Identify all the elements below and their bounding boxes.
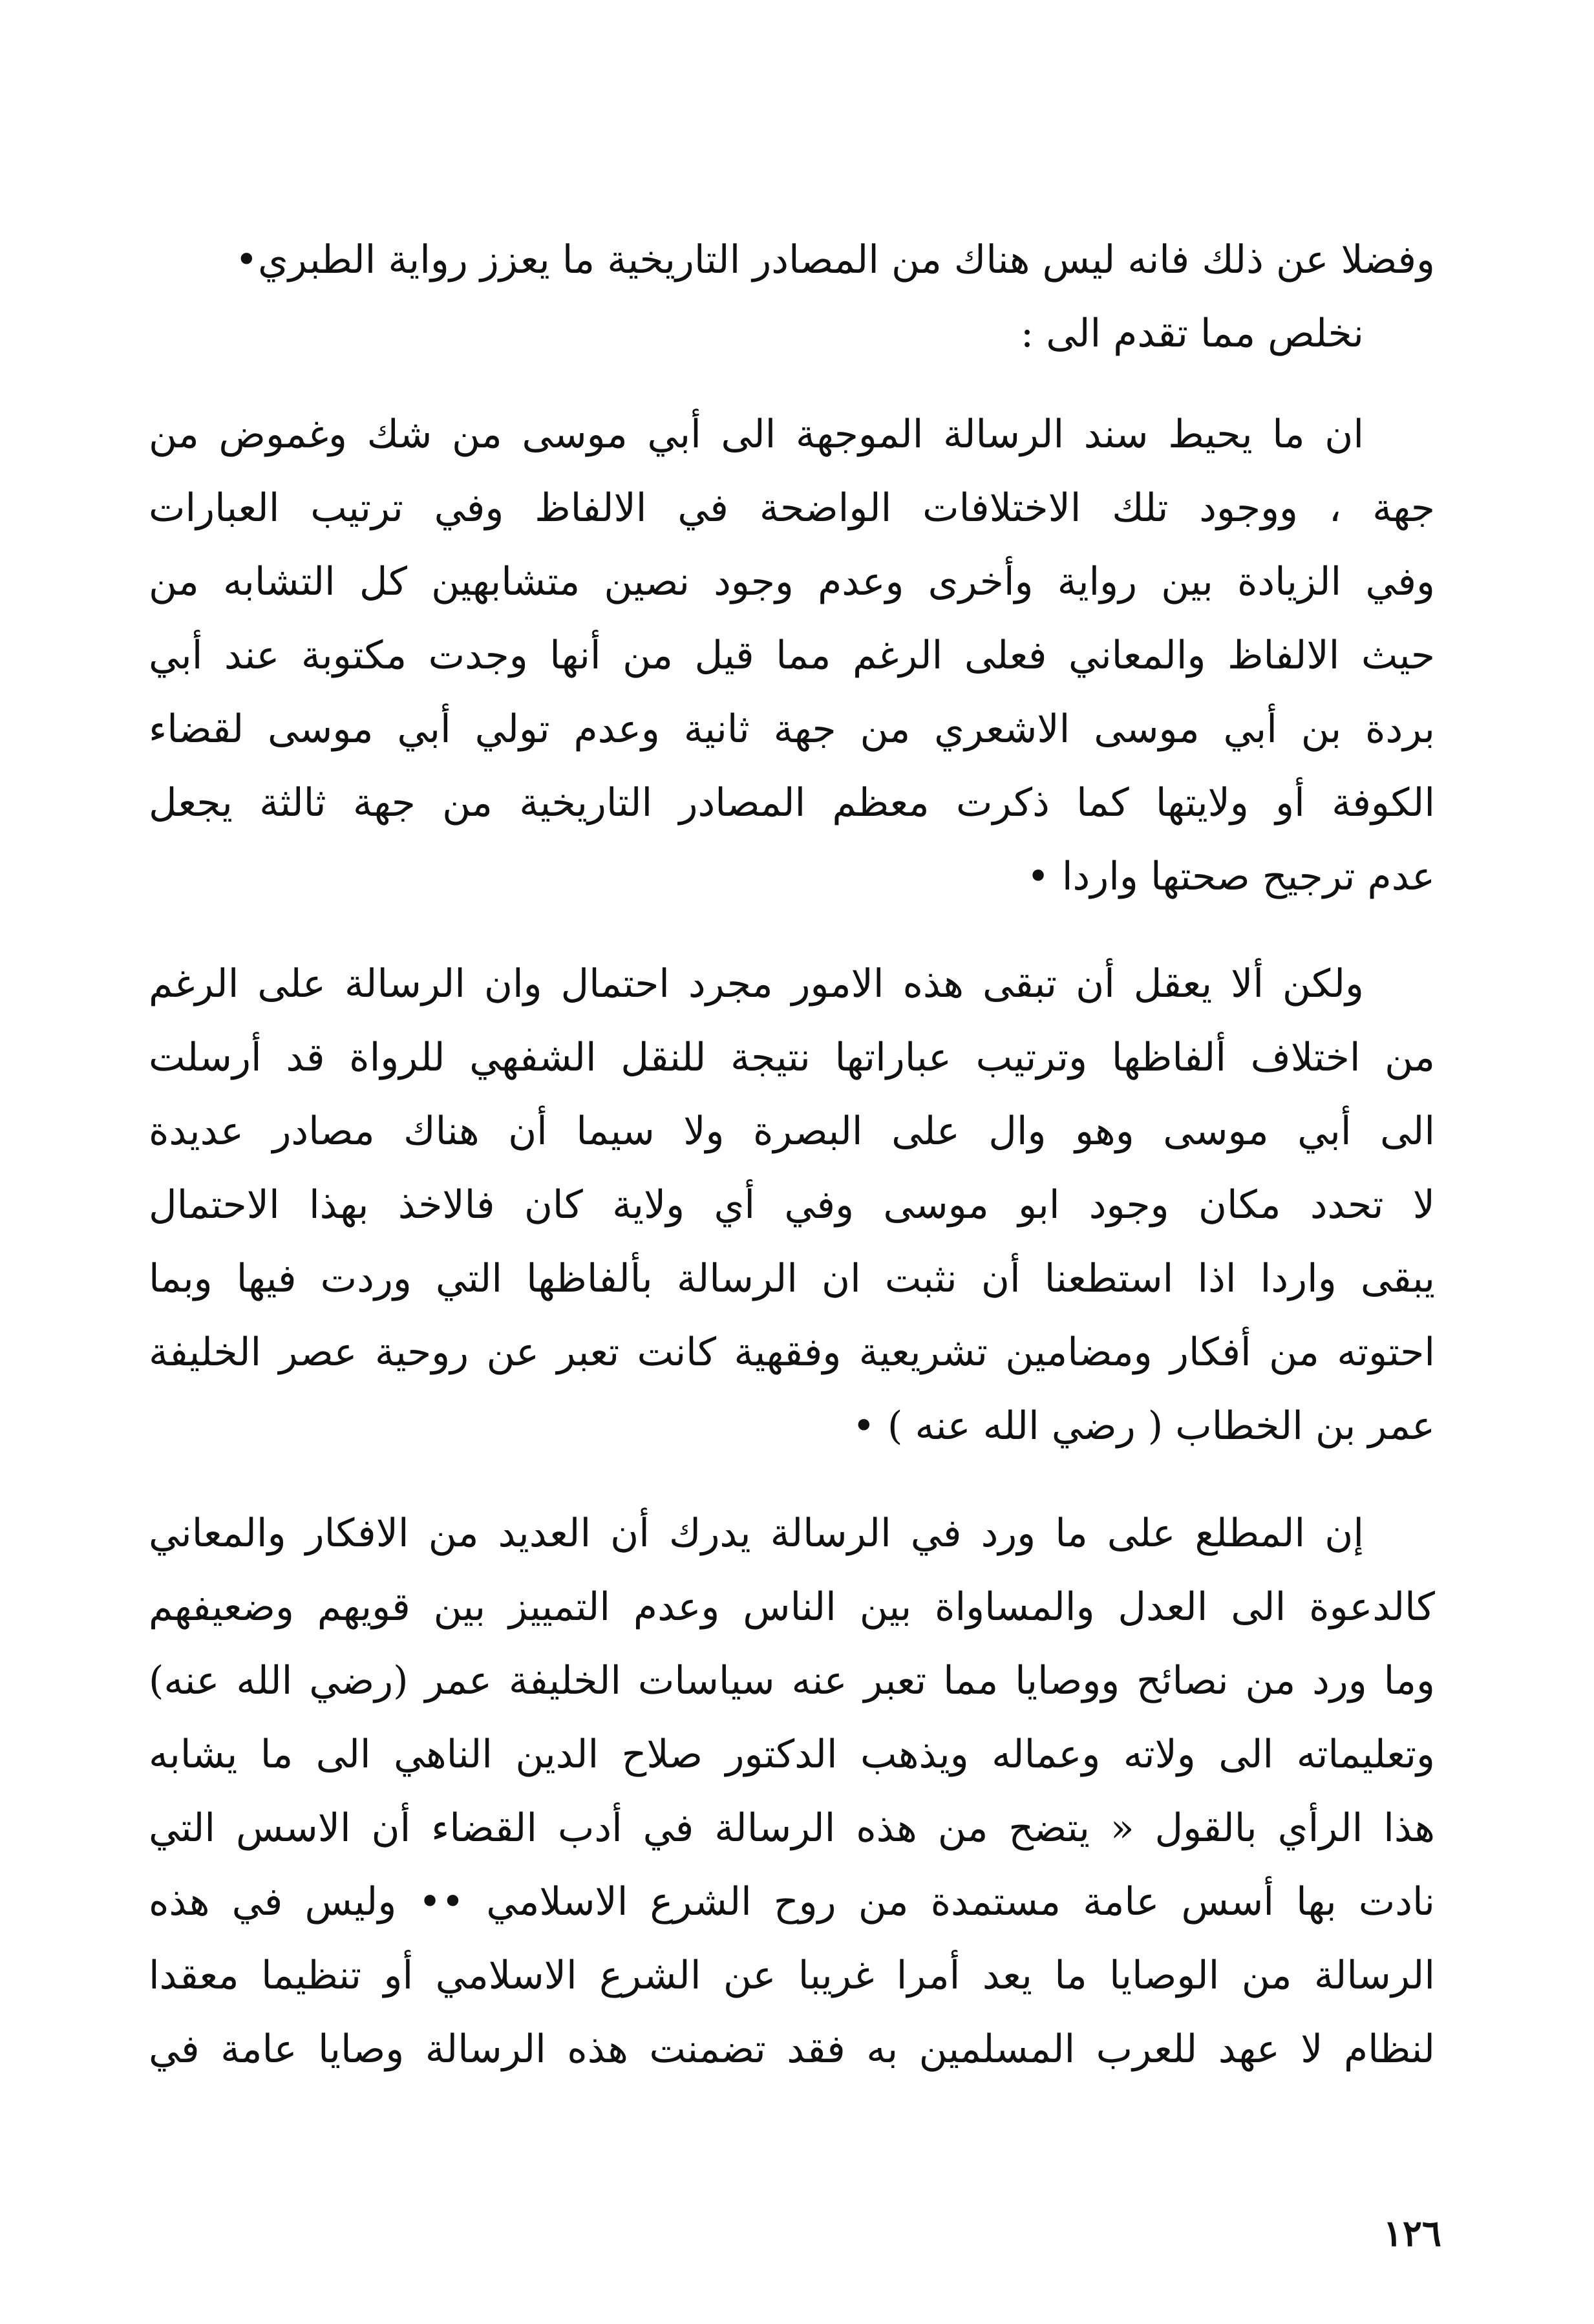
text-line: بردة بن أبي موسى الاشعري من جهة ثانية وعدم تولي أبي موسى لقضاء: [149, 707, 1435, 752]
text-line: لا تحدد مكان وجود ابو موسى وفي أي ولاية كان فالاخذ بهذا الاحتمال: [149, 1182, 1435, 1228]
text-line: يبقى واردا اذا استطعنا أن نثبت ان الرسالة بألفاظها التي وردت فيها وبما: [149, 1256, 1435, 1301]
paragraph-conclusion-1: [149, 398, 1435, 913]
text-line: حيث الالفاظ والمعاني فعلى الرغم مما قيل من أنها وجدت مكتوبة عند أبي: [149, 633, 1435, 678]
text-line: الرسالة من الوصايا ما يعد أمرا غريبا عن الشرع الاسلامي أو تنظيما معقدا: [149, 1953, 1435, 1998]
text-line: من اختلاف ألفاظها وترتيب عباراتها نتيجة للنقل الشفهي للرواة قد أرسلت: [149, 1035, 1435, 1080]
text-line: لنظام لا عهد للعرب المسلمين به فقد تضمنت هذه الرسالة وصايا عامة في: [149, 2027, 1435, 2072]
text-line: هذا الرأي بالقول « يتضح من هذه الرسالة في أدب القضاء أن الاسس التي: [149, 1806, 1435, 1851]
text-line: ان ما يحيط سند الرسالة الموجهة الى أبي موسى من شك وغموض من: [149, 412, 1364, 457]
text-line: عدم ترجيح صحتها واردا •: [1026, 854, 1435, 899]
text-line: نادت بها أسس عامة مستمدة من روح الشرع الاسلامي •• وليس في هذه: [149, 1879, 1435, 1924]
text-line: إن المطلع على ما ورد في الرسالة يدرك أن العديد من الافكار والمعاني: [149, 1511, 1364, 1556]
text-line: وفي الزيادة بين رواية وأخرى وعدم وجود نصين متشابهين كل التشابه من: [149, 559, 1435, 604]
text-line: جهة ، ووجود تلك الاختلافات الواضحة في الالفاظ وفي ترتيب العبارات: [149, 485, 1435, 531]
text-line: احتوته من أفكار ومضامين تشريعية وفقهية كانت تعبر عن روحية عصر الخليفة: [149, 1330, 1435, 1375]
paragraph-conclusion-2: [149, 947, 1435, 1463]
text-line: وما ورد من نصائح ووصايا مما تعبر عنه سياسات الخليفة عمر (رضي الله عنه): [149, 1658, 1436, 1703]
text-line: عمر بن الخطاب ( رضي الله عنه ) •: [852, 1403, 1435, 1449]
text-line: وفضلا عن ذلك فانه ليس هناك من المصادر التاريخية ما يعزز رواية الطبري•: [235, 237, 1435, 283]
text-line: الى أبي موسى وهو وال على البصرة ولا سيما أن هناك مصادر عديدة: [149, 1109, 1435, 1154]
paragraph-intro: [149, 223, 1435, 370]
text-line: نخلص مما تقدم الى :: [1020, 311, 1364, 356]
text-line: كالدعوة الى العدل والمساواة بين الناس وعدم التمييز بين قويهم وضعيفهم: [149, 1584, 1435, 1630]
text-line: الكوفة أو ولايتها كما ذكرت معظم المصادر التاريخية من جهة ثالثة يجعل: [149, 780, 1435, 826]
paragraph-conclusion-3: [149, 1497, 1435, 2086]
page-number: ١٢٦: [1383, 2212, 1441, 2255]
text-line: ولكن ألا يعقل أن تبقى هذه الامور مجرد احتمال وان الرسالة على الرغم: [149, 961, 1364, 1007]
text-line: وتعليماته الى ولاته وعماله ويذهب الدكتور صلاح الدين الناهي الى ما يشابه: [149, 1732, 1435, 1777]
